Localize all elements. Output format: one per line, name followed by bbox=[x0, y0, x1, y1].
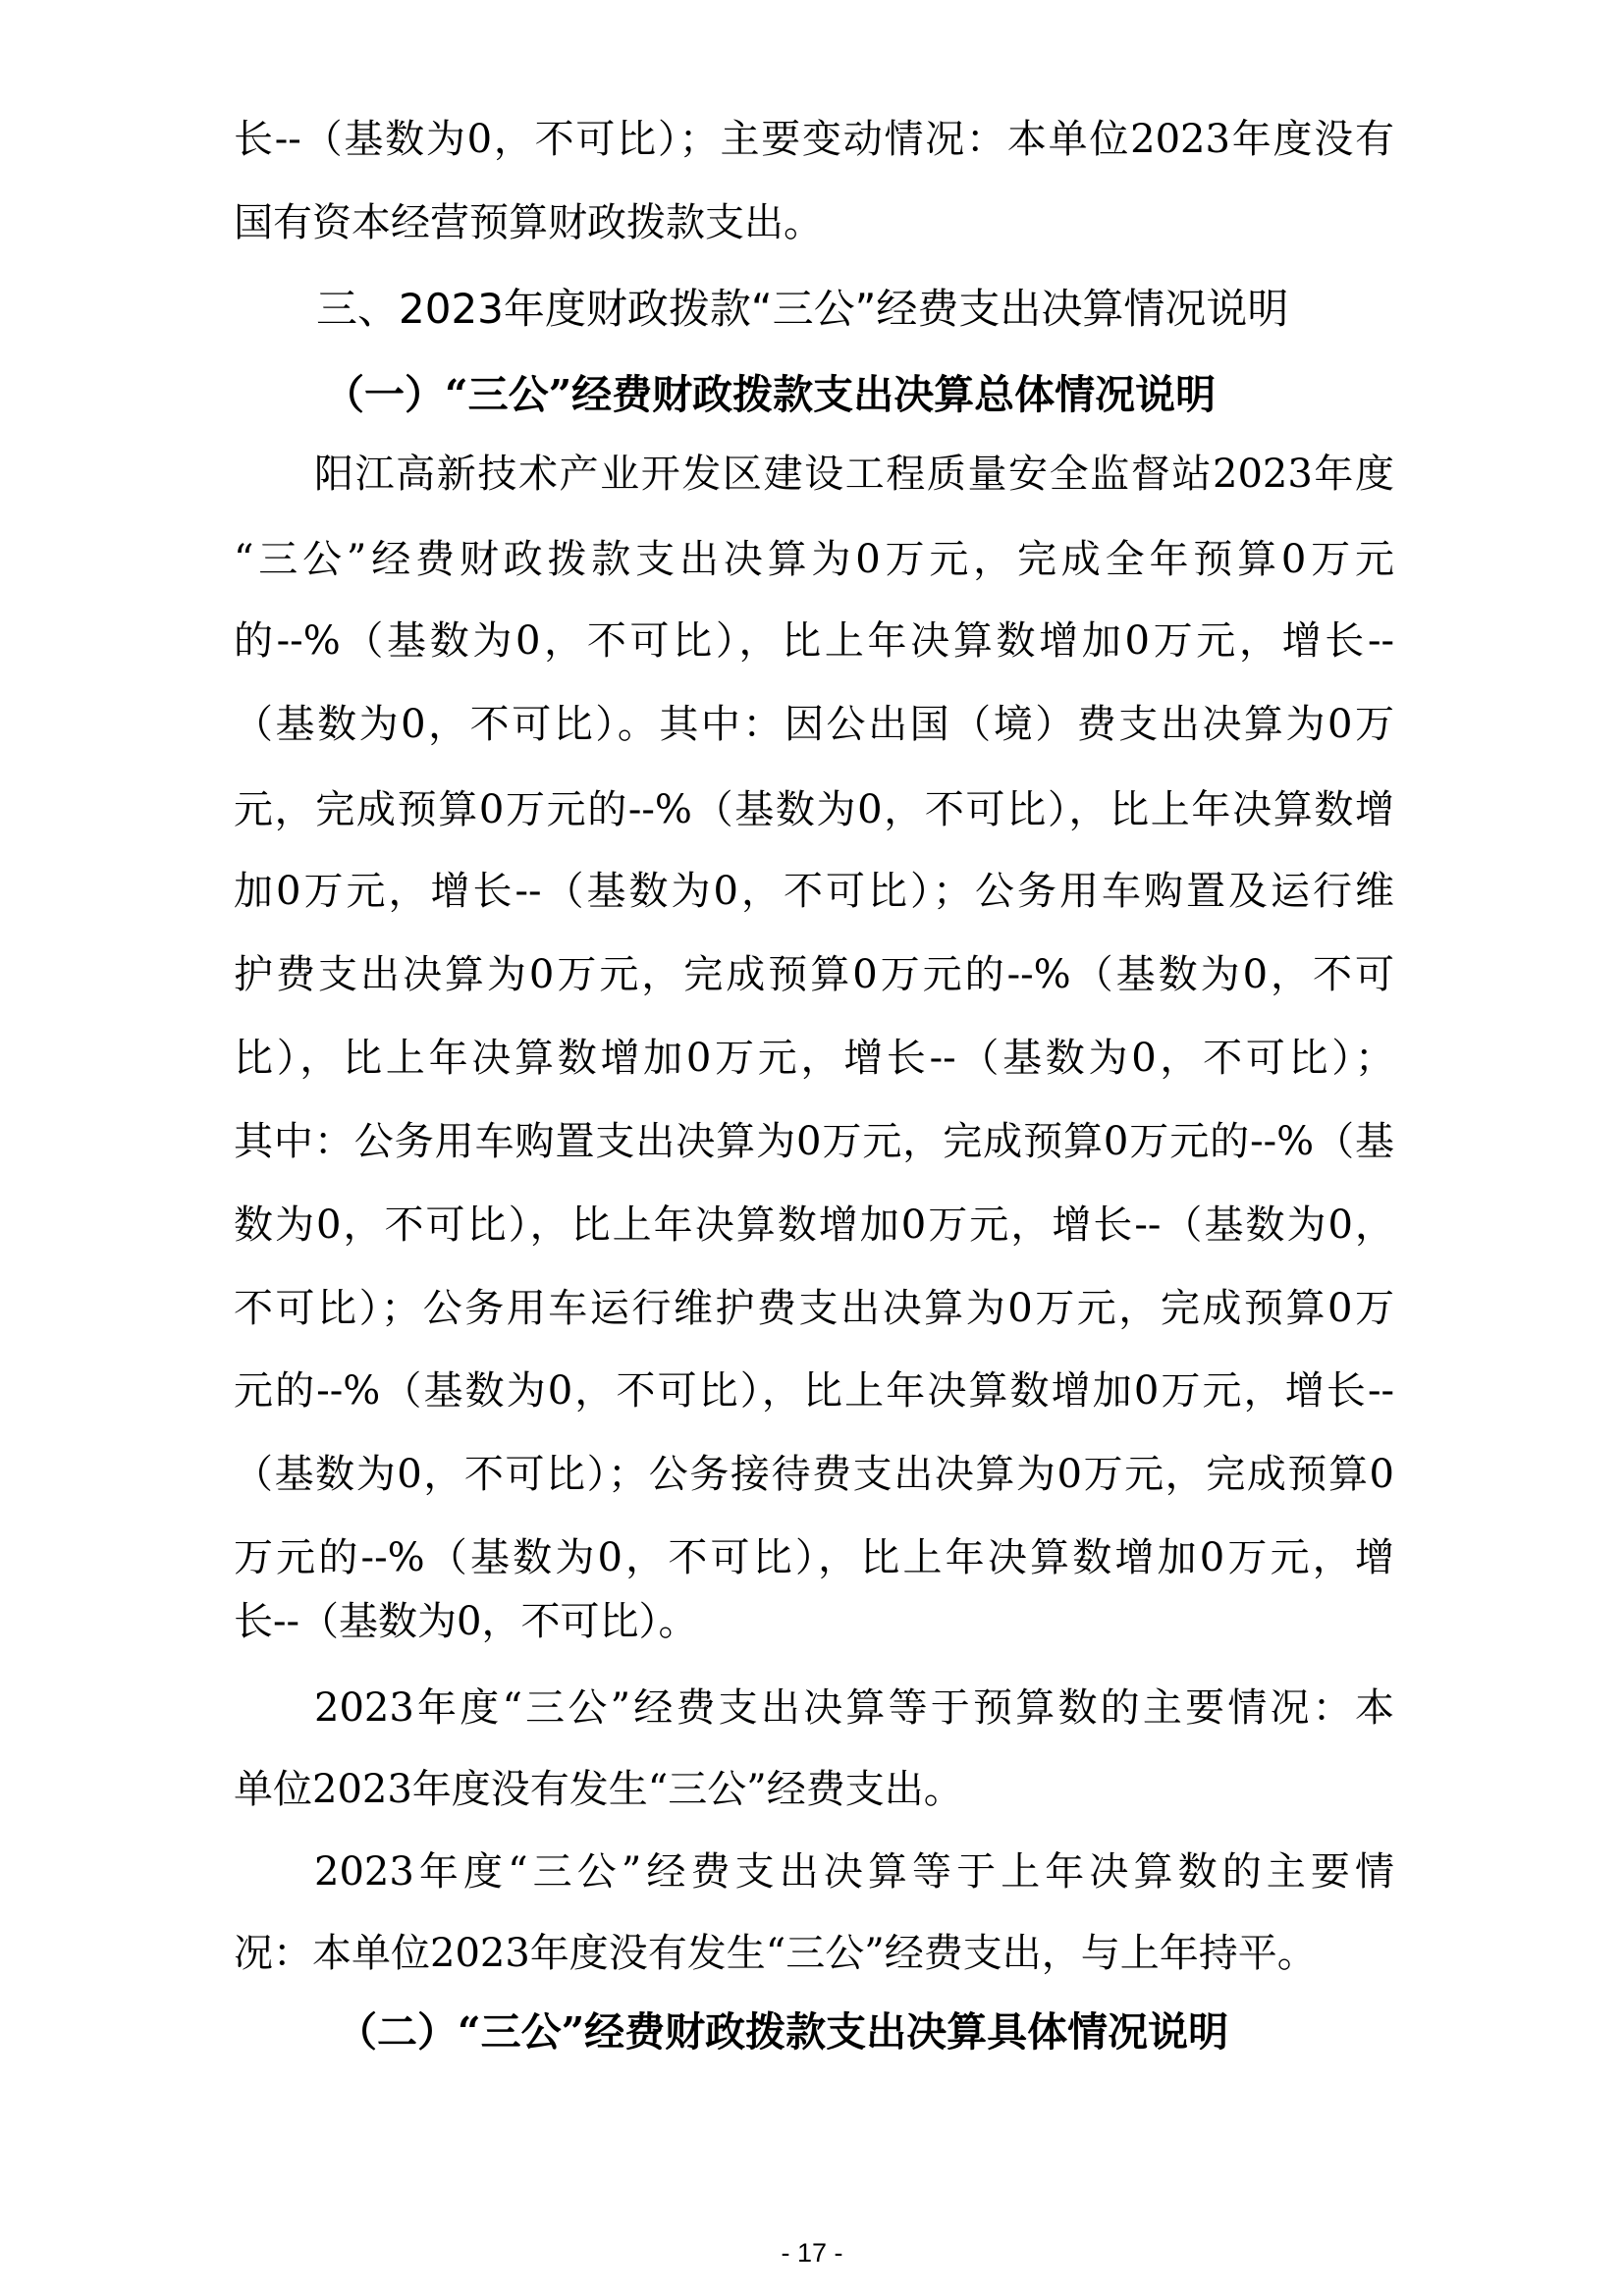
body-text-line: （基数为0，不可比）；公务接待费支出决算为0万元，完成预算0 bbox=[234, 1452, 1394, 1497]
body-text-line: 2023年度“三公”经费支出决算等于预算数的主要情况：本 bbox=[314, 1685, 1394, 1731]
body-text-line: 万元的--%（基数为0，不可比），比上年决算数增加0万元，增 bbox=[234, 1535, 1394, 1580]
body-text-line: 长--（基数为0，不可比）。 bbox=[234, 1599, 698, 1644]
body-text-line: 不可比）；公务用车运行维护费支出决算为0万元，完成预算0万 bbox=[234, 1286, 1394, 1331]
body-text-line: 国有资本经营预算财政拨款支出。 bbox=[234, 200, 823, 245]
page-number: - 17 - bbox=[781, 2238, 843, 2268]
body-text-line: 其中：公务用车购置支出决算为0万元，完成预算0万元的--%（基 bbox=[234, 1119, 1394, 1164]
body-text-line: 元的--%（基数为0，不可比），比上年决算数增加0万元，增长-- bbox=[234, 1368, 1394, 1414]
body-text-line: 数为0，不可比），比上年决算数增加0万元，增长--（基数为0， bbox=[234, 1202, 1394, 1248]
body-text-line: 阳江高新技术产业开发区建设工程质量安全监督站2023年度 bbox=[314, 452, 1394, 497]
body-text-line: 护费支出决算为0万元，完成预算0万元的--%（基数为0，不可 bbox=[234, 952, 1394, 997]
body-text-line: 况：本单位2023年度没有发生“三公”经费支出，与上年持平。 bbox=[234, 1931, 1317, 1976]
body-text-line: 2023年度“三公”经费支出决算等于上年决算数的主要情 bbox=[314, 1849, 1394, 1895]
body-text-line: “三公”经费财政拨款支出决算为0万元，完成全年预算0万元 bbox=[234, 537, 1394, 582]
body-text-line: 元，完成预算0万元的--%（基数为0，不可比），比上年决算数增 bbox=[234, 787, 1394, 832]
subsection-heading: （一）“三公”经费财政拨款支出决算总体情况说明 bbox=[324, 371, 1217, 418]
body-text-line: （基数为0，不可比）。其中：因公出国（境）费支出决算为0万 bbox=[234, 702, 1394, 747]
body-text-line: 加0万元，增长--（基数为0，不可比）；公务用车购置及运行维 bbox=[234, 869, 1394, 914]
subsection-heading: （二）“三公”经费财政拨款支出决算具体情况说明 bbox=[337, 2008, 1229, 2056]
body-text-line: 单位2023年度没有发生“三公”经费支出。 bbox=[234, 1767, 963, 1812]
body-text-line: 的--%（基数为0，不可比），比上年决算数增加0万元，增长-- bbox=[234, 618, 1394, 664]
section-heading: 三、2023年度财政拨款“三公”经费支出决算情况说明 bbox=[316, 285, 1289, 333]
body-text-line: 比），比上年决算数增加0万元，增长--（基数为0，不可比）； bbox=[234, 1036, 1394, 1081]
body-text-line: 长--（基数为0，不可比）；主要变动情况：本单位2023年度没有 bbox=[234, 117, 1394, 162]
